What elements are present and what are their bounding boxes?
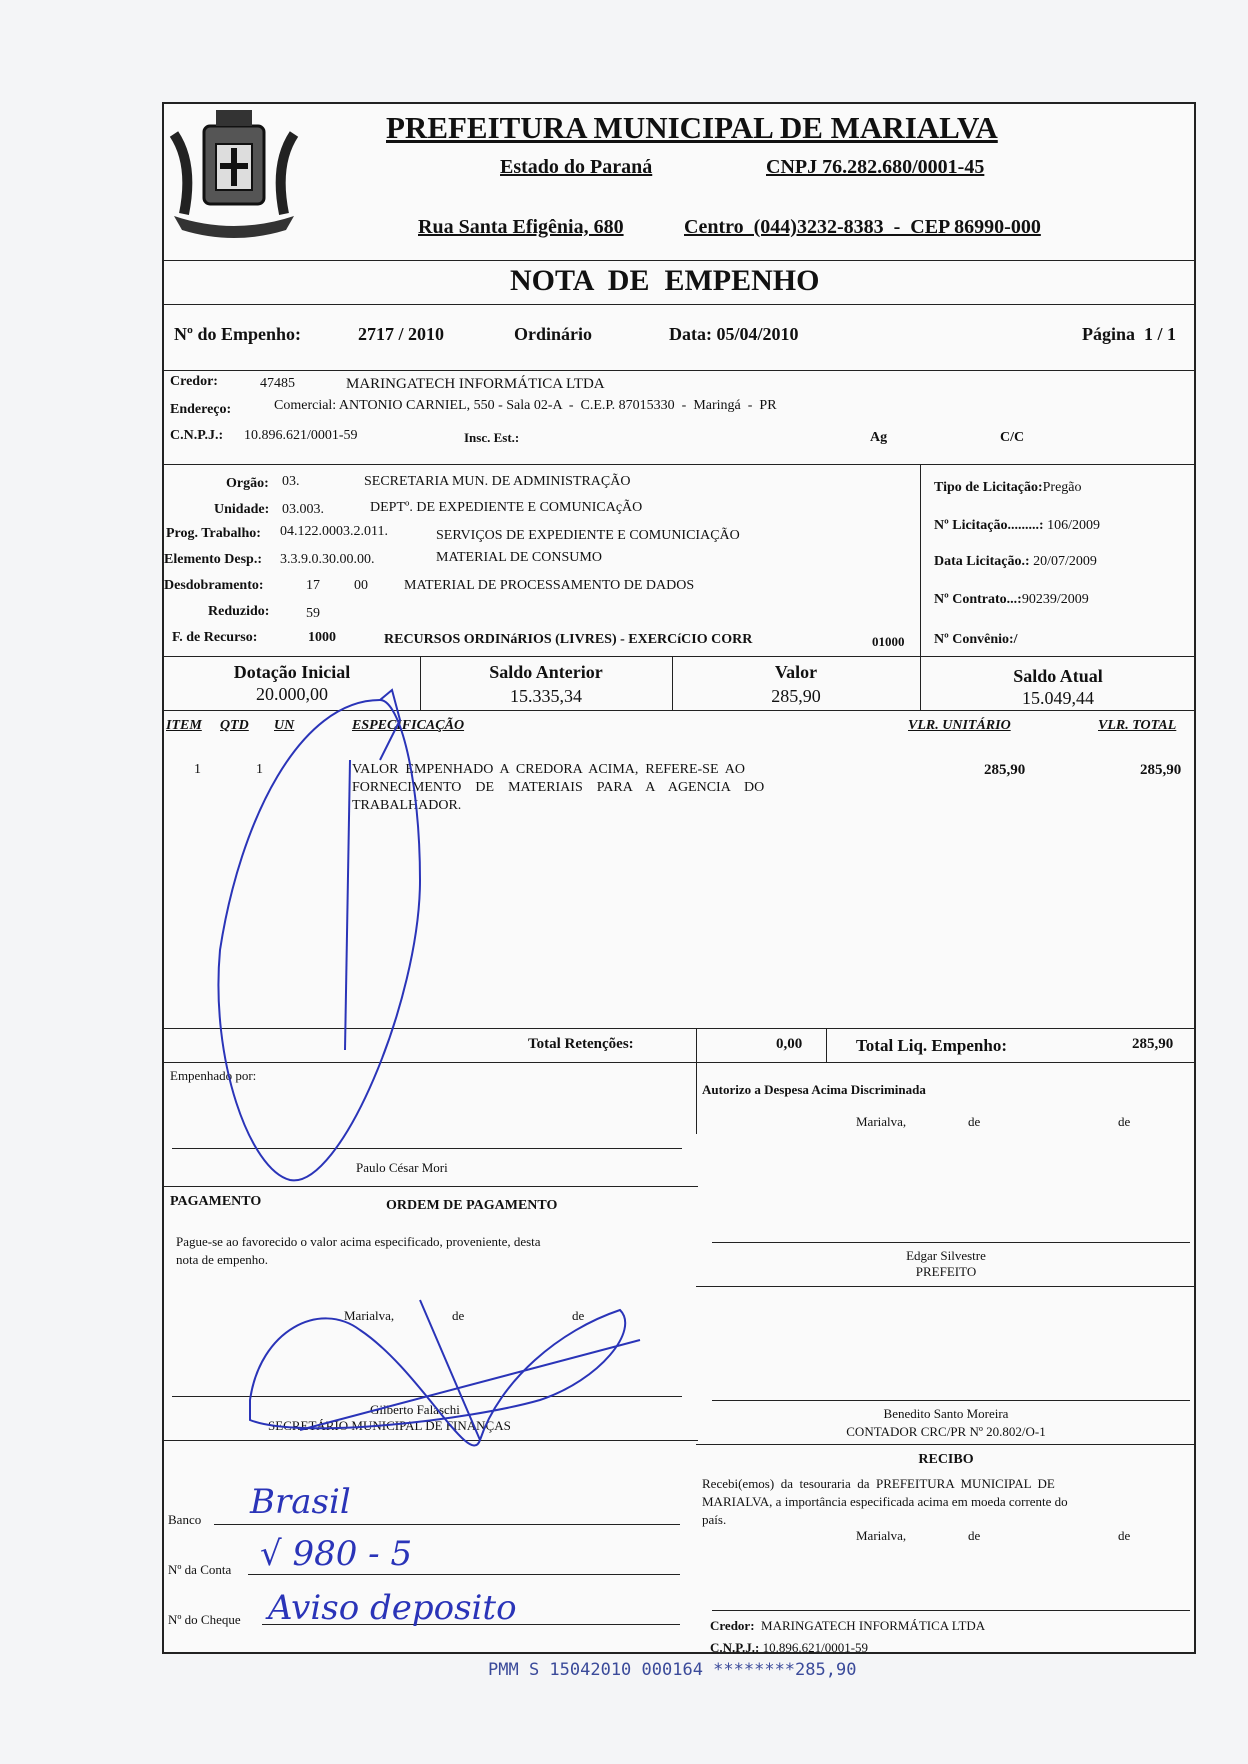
saldo-anterior-value: 15.335,34 [510, 686, 582, 706]
col-especificacao: ESPECIFICAÇÃO [352, 718, 465, 733]
empenho-type: Ordinário [514, 324, 593, 344]
desdobramento-code1: 17 [306, 578, 320, 593]
banco-handwritten: Brasil [250, 1482, 351, 1522]
col-un: UN [274, 718, 295, 733]
cheque-label: Nº do Cheque [168, 1612, 241, 1627]
conta-label: Nº da Conta [168, 1562, 232, 1577]
empenhado-por-label: Empenhado por: [170, 1068, 257, 1083]
numero-licitacao [934, 518, 1100, 534]
page-number: Página 1 / 1 [1082, 324, 1177, 344]
secretario-title: SECRETÁRIO MUNICIPAL DE FINANÇAS [268, 1418, 511, 1433]
recibo-title: RECIBO [918, 1452, 974, 1467]
data-licitacao-label: Data Licitação.: [934, 554, 1030, 569]
row-qtd: 1 [256, 762, 263, 777]
col-qtd: QTD [220, 718, 249, 733]
pagamento-marialva: Marialva, [344, 1308, 395, 1323]
cnpj-credor-value: 10.896.621/0001-59 [244, 428, 358, 443]
benedito-name: Benedito Santo Moreira [883, 1406, 1009, 1421]
credor-label: Credor: [170, 374, 218, 389]
street-address: Rua Santa Efigênia, 680 [418, 216, 624, 238]
recurso-code: 1000 [308, 630, 336, 645]
desdobramento-desc: MATERIAL DE PROCESSAMENTO DE DADOS [404, 578, 695, 593]
desdobramento-label: Desdobramento: [164, 578, 264, 593]
total-liquido-value: 285,90 [1132, 1036, 1174, 1052]
elemento-desc: MATERIAL DE CONSUMO [436, 550, 602, 565]
numero-licitacao-value: 106/2009 [1047, 518, 1100, 533]
recibo-de2: de [1118, 1528, 1131, 1543]
empenho-number: 2717 / 2010 [358, 324, 445, 344]
municipality-title: PREFEITURA MUNICIPAL DE MARIALVA [386, 110, 998, 145]
tipo-licitacao-value: Pregão [1042, 480, 1082, 495]
col-item: ITEM [166, 718, 202, 733]
empenho-date: Data: 05/04/2010 [669, 324, 799, 344]
prefeito-title: PREFEITO [915, 1264, 977, 1279]
pagamento-label: PAGAMENTO [170, 1194, 262, 1209]
conta-handwritten: √ 980 - 5 [260, 1534, 413, 1574]
reduzido-label: Reduzido: [208, 604, 270, 619]
recibo-de1: de [968, 1528, 981, 1543]
recibo-line1: Recebi(emos) da tesouraria da PREFEITURA MUNICIPAL DE [702, 1476, 1055, 1491]
unidade-code: 03.003. [282, 502, 324, 517]
total-liquido-label: Total Liq. Empenho: [856, 1036, 1007, 1055]
insc-est-label: Insc. Est.: [464, 430, 520, 445]
prog-trabalho-desc: SERVIÇOS DE EXPEDIENTE E COMUNICIAÇÃO [436, 528, 740, 543]
autorizo-marialva: Marialva, [856, 1114, 907, 1129]
ag-label: Ag [870, 430, 888, 445]
orgao-desc: SECRETARIA MUN. DE ADMINISTRAÇÃO [364, 474, 631, 489]
valor-value: 285,90 [771, 686, 821, 706]
recibo-cnpj-value: 10.896.621/0001-59 [762, 1640, 869, 1655]
col-valor-unitario: VLR. UNITÁRIO [908, 718, 1011, 733]
prog-trabalho-code: 04.122.0003.2.011. [280, 524, 388, 539]
edgar-name: Edgar Silvestre [906, 1248, 986, 1263]
elemento-label: Elemento Desp.: [164, 552, 262, 567]
paulo-name: Paulo César Mori [356, 1160, 448, 1175]
recibo-marialva: Marialva, [856, 1528, 907, 1543]
elemento-code: 3.3.9.0.30.00.00. [280, 552, 375, 567]
row-valor-unitario: 285,90 [984, 762, 1026, 778]
empenho-number-label: Nº do Empenho: [174, 324, 301, 344]
pagamento-de2: de [572, 1308, 585, 1323]
nota-empenho-document [162, 102, 1196, 1654]
row-spec-line2: FORNECIMENTO DE MATERIAIS PARA A AGENCIA DO [352, 780, 765, 795]
reduzido-code: 59 [306, 606, 320, 621]
endereco-value: Comercial: ANTONIO CARNIEL, 550 - Sala 02-A - C.E.P. 87015330 - Maringá - PR [274, 398, 777, 413]
data-licitacao-value: 20/07/2009 [1033, 554, 1097, 569]
banco-label: Banco [168, 1512, 202, 1527]
unidade-desc: DEPTº. DE EXPEDIENTE E COMUNICAçÃO [370, 500, 643, 515]
row-item: 1 [194, 762, 201, 777]
autorizo-de2: de [1118, 1114, 1131, 1129]
cnpj-label: CNPJ 76.282.680/0001-45 [766, 156, 985, 178]
data-licitacao [934, 554, 1097, 570]
recibo-cnpj-label: C.N.P.J.: [710, 1640, 760, 1655]
numero-contrato [934, 592, 1089, 608]
col-valor-total: VLR. TOTAL [1098, 718, 1177, 733]
cc-label: C/C [1000, 430, 1025, 445]
total-retencoes-label: Total Retenções: [528, 1036, 634, 1052]
credor-name: MARINGATECH INFORMÁTICA LTDA [346, 376, 605, 392]
state-label: Estado do Paraná [500, 156, 653, 178]
desdobramento-code2: 00 [354, 578, 368, 593]
saldo-atual-value: 15.049,44 [1022, 688, 1094, 708]
recurso-code2: 01000 [872, 634, 905, 649]
coat-of-arms-logo [164, 104, 314, 244]
endereco-label: Endereço: [170, 402, 232, 417]
recurso-label: F. de Recurso: [172, 630, 258, 645]
row-valor-total: 285,90 [1140, 762, 1182, 778]
cnpj-credor-label: C.N.P.J.: [170, 428, 224, 443]
autorizo-label: Autorizo a Despesa Acima Discriminada [702, 1082, 926, 1097]
tipo-licitacao-label: Tipo de Licitação: [934, 480, 1043, 495]
recibo-credor-label: Credor: [710, 1618, 755, 1633]
row-spec-line1: VALOR EMPENHADO A CREDORA ACIMA, REFERE-SE AO [352, 762, 745, 777]
saldo-atual-label: Saldo Atual [1013, 666, 1103, 686]
cheque-handwritten: Aviso deposito [268, 1588, 517, 1628]
contador-title: CONTADOR CRC/PR Nº 20.802/O-1 [846, 1424, 1046, 1439]
dotacao-value: 20.000,00 [256, 684, 328, 704]
saldo-anterior-label: Saldo Anterior [489, 662, 603, 682]
dotacao-label: Dotação Inicial [233, 662, 351, 682]
credor-code: 47485 [260, 376, 295, 391]
document-title: NOTA DE EMPENHO [510, 264, 820, 297]
orgao-label: Orgão: [226, 476, 269, 491]
footer-print-code: PMM S 15042010 000164 ********285,90 [488, 1660, 857, 1680]
gilberto-name: Gilberto Falaschi [370, 1402, 460, 1417]
ordem-pagamento-label: ORDEM DE PAGAMENTO [386, 1198, 558, 1213]
row-spec-line3: TRABALHADOR. [352, 798, 462, 813]
valor-label: Valor [774, 662, 818, 682]
numero-licitacao-label: Nº Licitação.........: [934, 518, 1044, 533]
pague-line2: nota de empenho. [176, 1252, 269, 1267]
pagamento-de1: de [452, 1308, 465, 1323]
tipo-licitacao [934, 480, 1082, 496]
numero-contrato-value: 90239/2009 [1021, 592, 1089, 607]
recibo-cnpj [710, 1640, 868, 1656]
convenio: Nº Convênio:/ [934, 632, 1018, 647]
prog-trabalho-label: Prog. Trabalho: [166, 526, 261, 541]
pague-line1: Pague-se ao favorecido o valor acima especificado, proveniente, desta [176, 1234, 541, 1249]
autorizo-de1: de [968, 1114, 981, 1129]
address-contact: Centro (044)3232-8383 - CEP 86990-000 [684, 216, 1041, 238]
recibo-credor-name: MARINGATECH INFORMÁTICA LTDA [761, 1618, 986, 1633]
numero-contrato-label: Nº Contrato...: [934, 592, 1022, 607]
recurso-desc: RECURSOS ORDINáRIOS (LIVRES) - EXERCíCIO CORR [384, 632, 753, 647]
orgao-code: 03. [282, 474, 300, 489]
total-retencoes-value: 0,00 [776, 1036, 803, 1052]
unidade-label: Unidade: [214, 502, 270, 517]
recibo-line2: MARIALVA, a importância especificada acima em moeda corrente do [702, 1494, 1068, 1509]
recibo-credor [710, 1618, 985, 1634]
recibo-line3: país. [702, 1512, 727, 1527]
